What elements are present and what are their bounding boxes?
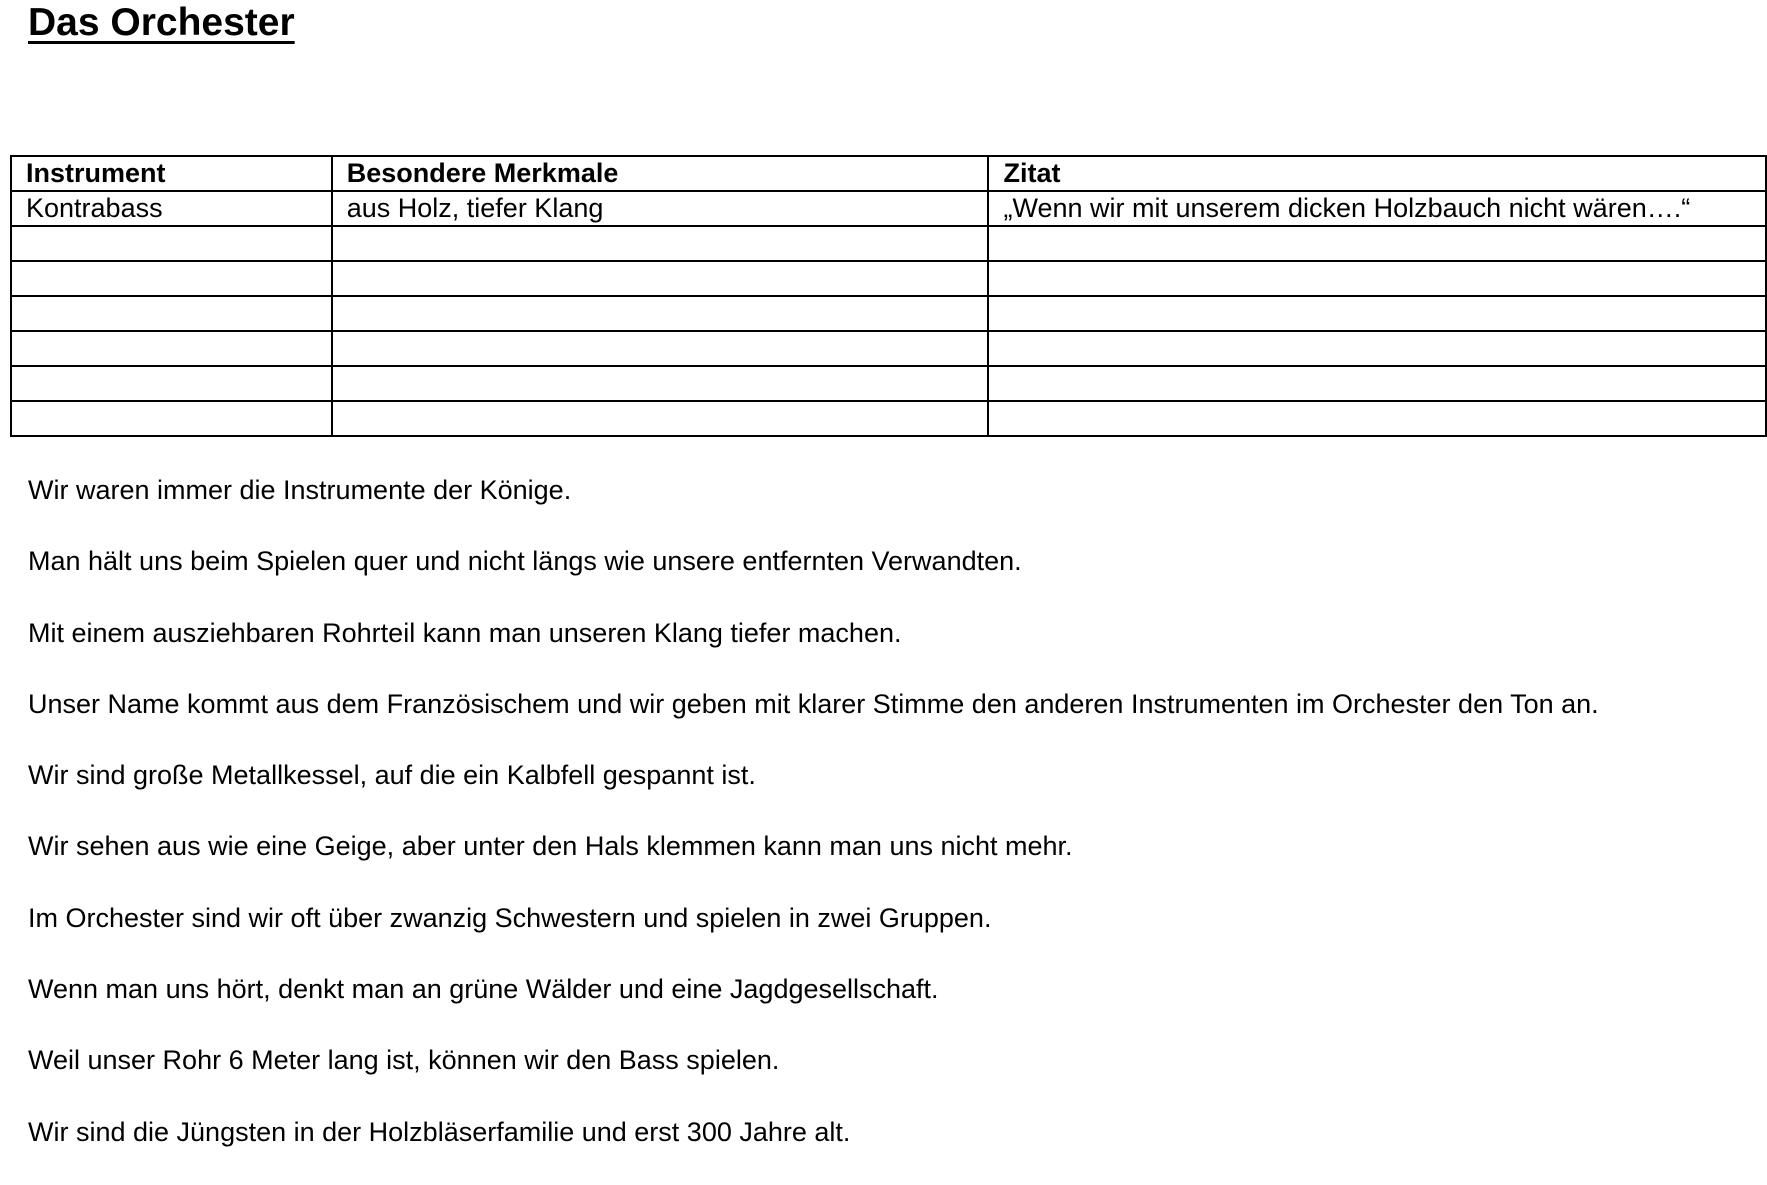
table-cell[interactable] <box>332 261 989 296</box>
table-cell[interactable] <box>988 261 1766 296</box>
table-cell[interactable] <box>332 401 989 436</box>
table-cell[interactable] <box>332 331 989 366</box>
table-row <box>11 191 1766 226</box>
clue-list <box>28 472 1599 1185</box>
clue-text: Wir sehen aus wie eine Geige, aber unter den Hals klemmen kann man uns nicht mehr. <box>28 831 1073 862</box>
clue-text: Im Orchester sind wir oft über zwanzig Schwestern und spielen in zwei Gruppen. <box>28 902 992 933</box>
table-cell[interactable] <box>332 226 989 261</box>
table-cell[interactable]: „Wenn wir mit unserem dicken Holzbauch nicht wären….“ <box>988 191 1766 226</box>
table-header-row <box>11 156 1766 191</box>
table-row <box>11 296 1766 331</box>
table-cell[interactable] <box>11 226 332 261</box>
table-row <box>11 331 1766 366</box>
table-row <box>11 226 1766 261</box>
page-title: Das Orchester <box>28 1 295 44</box>
table-cell[interactable] <box>988 331 1766 366</box>
table-cell[interactable] <box>11 401 332 436</box>
table-cell[interactable] <box>332 296 989 331</box>
column-header-instrument: Instrument <box>11 156 332 191</box>
table-cell[interactable] <box>11 366 332 401</box>
table-cell[interactable] <box>988 296 1766 331</box>
clue-text: Weil unser Rohr 6 Meter lang ist, können wir den Bass spielen. <box>28 1045 780 1076</box>
clue-text: Wir sind die Jüngsten in der Holzbläserfamilie und erst 300 Jahre alt. <box>28 1116 851 1147</box>
table-row <box>11 261 1766 296</box>
table-cell[interactable]: Kontrabass <box>11 191 332 226</box>
table-cell[interactable] <box>988 226 1766 261</box>
table-cell[interactable] <box>988 366 1766 401</box>
clue-text: Wenn man uns hört, denkt man an grüne Wälder und eine Jagdgesellschaft. <box>28 974 939 1005</box>
worksheet-table <box>10 155 1767 437</box>
table-cell[interactable] <box>988 401 1766 436</box>
table-row <box>11 401 1766 436</box>
clue-text: Mit einem ausziehbaren Rohrteil kann man unseren Klang tiefer machen. <box>28 617 902 648</box>
table-row <box>11 366 1766 401</box>
clue-text: Man hält uns beim Spielen quer und nicht längs wie unsere entfernten Verwandten. <box>28 546 1022 577</box>
column-header-merkmale: Besondere Merkmale <box>332 156 989 191</box>
column-header-zitat: Zitat <box>988 156 1766 191</box>
table-cell[interactable]: aus Holz, tiefer Klang <box>332 191 989 226</box>
table-cell[interactable] <box>11 261 332 296</box>
clue-text: Unser Name kommt aus dem Französischem und wir geben mit klarer Stimme den anderen Instrumenten im Orchester den Ton an. <box>28 688 1599 719</box>
clue-text: Wir waren immer die Instrumente der Könige. <box>28 475 572 505</box>
table-cell[interactable] <box>11 331 332 366</box>
table-cell[interactable] <box>11 296 332 331</box>
clue-text: Wir sind große Metallkessel, auf die ein Kalbfell gespannt ist. <box>28 760 756 791</box>
table-cell[interactable] <box>332 366 989 401</box>
